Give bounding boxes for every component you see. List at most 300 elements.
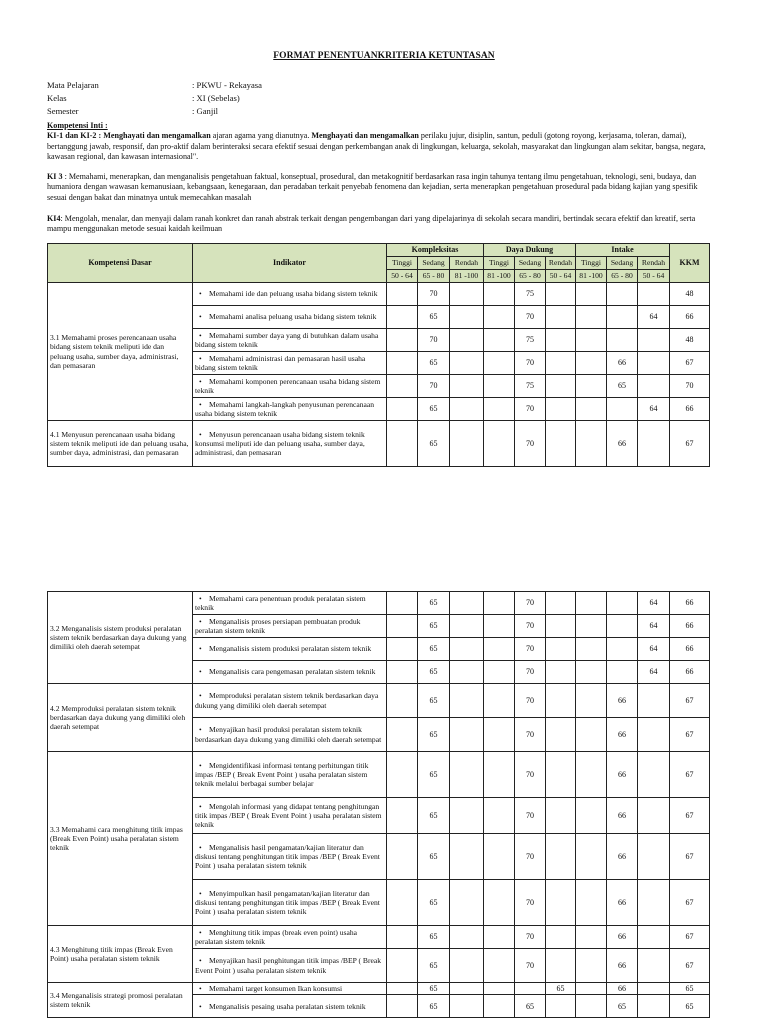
indikator-cell — [193, 661, 387, 684]
score-cell — [607, 283, 638, 306]
score-cell — [576, 592, 607, 615]
score-cell — [484, 983, 515, 995]
kkm-cell: 70 — [670, 375, 710, 398]
score-cell — [387, 949, 418, 983]
bullet-icon: • — [199, 289, 202, 299]
indikator-text: Menganalisis proses persiapan pembuatan produk peralatan sistem teknik — [195, 616, 361, 635]
indikator-text: Mengidentifikasi informasi tentang perhitungan titik impas /BEP ( Break Event Point ) usaha peralatan sistem teknik melalui berbagai sumber belajar — [195, 760, 369, 789]
bullet-icon: • — [199, 984, 202, 993]
kkm-cell: 65 — [670, 995, 710, 1018]
score-cell: 64 — [638, 592, 670, 615]
score-cell — [484, 398, 515, 421]
indikator-text: Menganalisis cara pengemasan peralatan sistem teknik — [209, 667, 376, 677]
indikator-text: Memahami analisa peluang usaha bidang sistem teknik — [209, 312, 377, 322]
meta-value: : Ganjil — [192, 106, 219, 116]
score-cell — [450, 798, 484, 834]
header-range: 50 - 64 — [387, 270, 418, 283]
score-cell — [387, 375, 418, 398]
ki4-paragraph — [47, 214, 713, 235]
score-cell — [546, 375, 576, 398]
score-cell — [450, 283, 484, 306]
score-cell — [638, 926, 670, 949]
kkm-cell: 67 — [670, 834, 710, 880]
score-cell — [387, 995, 418, 1018]
kkm-cell: 67 — [670, 949, 710, 983]
meta-semester — [47, 105, 447, 118]
ki4-label: KI4 — [47, 214, 61, 223]
score-cell: 65 — [418, 592, 450, 615]
score-cell: 64 — [638, 615, 670, 638]
bullet-icon: • — [199, 376, 202, 386]
header-level: Sedang — [418, 257, 450, 270]
kkm-cell: 65 — [670, 983, 710, 995]
score-cell: 65 — [418, 615, 450, 638]
ki3-label: KI 3 — [47, 172, 63, 181]
score-cell: 66 — [607, 752, 638, 798]
score-cell: 65 — [418, 752, 450, 798]
score-cell — [576, 306, 607, 329]
score-cell: 70 — [515, 880, 546, 926]
score-cell — [387, 661, 418, 684]
indikator-text: Memahami komponen perencanaan usaha bidang sistem teknik — [195, 376, 381, 395]
bullet-icon: • — [199, 429, 202, 439]
score-cell — [515, 983, 546, 995]
score-cell — [576, 752, 607, 798]
kkm-cell: 67 — [670, 352, 710, 375]
score-cell — [607, 638, 638, 661]
header-level: Rendah — [638, 257, 670, 270]
score-cell — [450, 718, 484, 752]
indikator-cell — [193, 983, 387, 995]
indikator-cell — [193, 615, 387, 638]
score-cell — [546, 798, 576, 834]
score-cell: 66 — [607, 880, 638, 926]
header-level: Rendah — [546, 257, 576, 270]
bullet-icon: • — [199, 888, 202, 898]
score-cell — [484, 615, 515, 638]
score-cell: 66 — [607, 684, 638, 718]
indikator-cell — [193, 949, 387, 983]
table-row — [48, 421, 710, 467]
indikator-text: Menganalisis pesaing usaha peralatan sistem teknik — [209, 1001, 366, 1011]
header-indikator: Indikator — [193, 244, 387, 283]
score-cell — [387, 592, 418, 615]
meta-mapel — [47, 79, 447, 92]
ki12-lead: KI-1 dan KI-2 : Menghayati dan mengamalkan — [47, 131, 211, 141]
bullet-icon: • — [199, 801, 202, 811]
score-cell: 70 — [515, 834, 546, 880]
meta-kelas — [47, 92, 447, 105]
indikator-text: Memahami target konsumen Ikan konsumsi — [209, 984, 343, 993]
meta-label: Semester — [47, 106, 79, 116]
score-cell — [387, 880, 418, 926]
score-cell: 65 — [418, 880, 450, 926]
score-cell: 66 — [607, 798, 638, 834]
score-cell — [484, 592, 515, 615]
meta-label: Kelas — [47, 93, 67, 103]
score-cell — [484, 329, 515, 352]
score-cell: 66 — [607, 834, 638, 880]
score-cell — [546, 718, 576, 752]
ki12-paragraph — [47, 121, 713, 162]
score-cell — [387, 306, 418, 329]
header-range: 50 - 64 — [638, 270, 670, 283]
header-daya-dukung: Daya Dukung — [484, 244, 576, 257]
score-cell: 75 — [515, 375, 546, 398]
score-cell: 65 — [418, 798, 450, 834]
score-cell: 65 — [418, 834, 450, 880]
indikator-text: Menghitung titik impas (break even point) usaha peralatan sistem teknik — [195, 927, 358, 946]
score-cell: 65 — [607, 375, 638, 398]
score-cell: 65 — [418, 306, 450, 329]
score-cell — [546, 398, 576, 421]
indikator-text: Memahami langkah-langkah penyusunan perencanaan usaha bidang sistem teknik — [195, 399, 375, 418]
table-row — [48, 592, 710, 615]
score-cell — [450, 398, 484, 421]
score-cell — [576, 421, 607, 467]
score-cell: 70 — [515, 949, 546, 983]
kompetensi-dasar-cell: 3.1 Memahami proses perencanaan usaha bidang sistem teknik meliputi ide dan peluang usaha, sumber daya, administrasi, dan pemasaran — [48, 283, 193, 421]
score-cell: 65 — [418, 421, 450, 467]
score-cell — [576, 329, 607, 352]
indikator-cell — [193, 592, 387, 615]
score-cell — [387, 352, 418, 375]
score-cell — [546, 661, 576, 684]
indikator-cell — [193, 638, 387, 661]
score-cell — [387, 329, 418, 352]
header-level: Tinggi — [484, 257, 515, 270]
indikator-text: Menyimpulkan hasil pengamatan/kajian literatur dan diskusi tentang penghitungan titik impas /BEP ( Break Event Point ) usaha peralatan sistem teknik — [195, 888, 380, 917]
bullet-icon: • — [199, 330, 202, 340]
bullet-icon: • — [199, 760, 202, 770]
score-cell: 70 — [515, 718, 546, 752]
score-cell — [576, 615, 607, 638]
score-cell — [546, 684, 576, 718]
kkm-cell: 48 — [670, 329, 710, 352]
indikator-cell — [193, 926, 387, 949]
table-row — [48, 752, 710, 798]
score-cell — [638, 880, 670, 926]
kkm-cell: 67 — [670, 684, 710, 718]
indikator-text: Menganalisis sistem produksi peralatan sistem teknik — [209, 644, 372, 654]
score-cell — [450, 352, 484, 375]
kkm-cell: 66 — [670, 661, 710, 684]
kkm-cell: 66 — [670, 638, 710, 661]
score-cell: 66 — [607, 983, 638, 995]
score-cell — [387, 283, 418, 306]
score-cell — [484, 926, 515, 949]
score-cell — [450, 949, 484, 983]
header-kompetensi-dasar: Kompetensi Dasar — [48, 244, 193, 283]
ki12-rest: perilaku jujur, disiplin, santun, peduli (gotong royong, kerjasama, toleran, damai), bertanggung jawab, responsif, dan pro-aktif dalam berinteraksi secara efektif sesuai dengan perkembangan anak di lingkungan, keluarga, sekolah, masyarakat dan lingkungan alam sekitar, bangsa, negara, kawasan regional, dan kawasan internasional". — [47, 131, 706, 161]
score-cell: 70 — [418, 329, 450, 352]
score-cell — [607, 592, 638, 615]
score-cell — [484, 283, 515, 306]
score-cell — [638, 375, 670, 398]
indikator-text: Memproduksi peralatan sistem teknik berdasarkan daya dukung yang dimiliki oleh daerah setempat — [195, 691, 379, 710]
indikator-text: Menyajikan hasil produksi peralatan sistem teknik berdasarkan daya dukung yang dimiliki oleh daerah setempat — [195, 725, 382, 744]
score-cell — [546, 949, 576, 983]
indikator-cell — [193, 880, 387, 926]
score-cell — [450, 615, 484, 638]
score-cell — [387, 684, 418, 718]
score-cell — [546, 926, 576, 949]
kkm-cell: 48 — [670, 283, 710, 306]
kkm-cell: 66 — [670, 306, 710, 329]
score-cell — [484, 375, 515, 398]
score-cell — [607, 306, 638, 329]
score-cell — [450, 983, 484, 995]
kompetensi-dasar-cell: 3.4 Menganalisis strategi promosi peralatan sistem teknik — [48, 983, 193, 1018]
score-cell — [387, 752, 418, 798]
score-cell — [638, 949, 670, 983]
score-cell: 70 — [515, 592, 546, 615]
kkm-cell: 67 — [670, 798, 710, 834]
score-cell — [450, 329, 484, 352]
score-cell — [546, 421, 576, 467]
bullet-icon: • — [199, 927, 202, 937]
score-cell — [546, 352, 576, 375]
ki3-text: : Memahami, menerapkan, dan menganalisis pengetahuan faktual, konseptual, prosedural, dan metakognitif berdasarkan rasa ingin tahunya tentang ilmu pengetahuan, teknologi, seni, budaya, dan humaniora dengan wawasan kemanusiaan, kebangsaan, kenegaraan, dan peradaban terkait penyebab fenomena dan kejadian, serta menerapkan pengetahuan prosedural pada bidang kajian yang spesifik sesuai dengan bakat dan minatnya untuk memecahkan masalah — [47, 172, 698, 202]
header-range: 81 -100 — [450, 270, 484, 283]
score-cell: 70 — [515, 926, 546, 949]
score-cell: 65 — [418, 684, 450, 718]
score-cell — [576, 352, 607, 375]
score-cell: 66 — [607, 926, 638, 949]
score-cell: 66 — [607, 421, 638, 467]
indikator-text: Menganalisis hasil pengamatan/kajian literatur dan diskusi tentang penghitungan titik impas /BEP ( Break Event Point ) usaha peralatan sistem teknik — [195, 842, 380, 871]
score-cell — [484, 949, 515, 983]
header-range: 50 - 64 — [546, 270, 576, 283]
score-cell — [638, 798, 670, 834]
score-cell: 70 — [515, 752, 546, 798]
kompetensi-dasar-cell: 4.2 Memproduksi peralatan sistem teknik berdasarkan daya dukung yang dimiliki oleh daerah setempat — [48, 684, 193, 752]
bullet-icon: • — [199, 956, 202, 966]
indikator-cell — [193, 718, 387, 752]
score-cell — [576, 375, 607, 398]
score-cell — [576, 926, 607, 949]
score-cell: 64 — [638, 638, 670, 661]
score-cell — [484, 834, 515, 880]
indikator-cell — [193, 995, 387, 1018]
score-cell — [576, 283, 607, 306]
score-cell: 65 — [546, 983, 576, 995]
table-row — [48, 926, 710, 949]
indikator-cell — [193, 684, 387, 718]
score-cell — [484, 638, 515, 661]
bullet-icon: • — [199, 842, 202, 852]
ki4-text: : Mengolah, menalar, dan menyaji dalam ranah konkret dan ranah abstrak terkait dengan pengembangan dari yang dipelajarinya di sekolah secara mandiri, bertindak secara efektif dan kreatif, serta mampu menggunakan metode sesuai kaidah keilmuan — [47, 214, 696, 234]
score-cell — [484, 684, 515, 718]
bullet-icon: • — [199, 644, 202, 654]
score-cell: 64 — [638, 661, 670, 684]
score-cell — [607, 661, 638, 684]
score-cell: 65 — [418, 638, 450, 661]
indikator-text: Mengolah informasi yang didapat tentang penghitungan titik impas /BEP ( Break Event Point ) usaha peralatan sistem teknik — [195, 801, 382, 830]
score-cell — [450, 661, 484, 684]
score-cell: 70 — [515, 615, 546, 638]
indikator-cell — [193, 421, 387, 467]
score-cell: 65 — [418, 718, 450, 752]
ki-heading: Kompetensi Inti : — [47, 121, 108, 130]
score-cell — [484, 798, 515, 834]
score-cell — [387, 615, 418, 638]
bullet-icon: • — [199, 399, 202, 409]
score-cell — [576, 661, 607, 684]
score-cell — [638, 421, 670, 467]
score-cell — [576, 398, 607, 421]
score-cell: 65 — [418, 398, 450, 421]
table-row — [48, 983, 710, 995]
score-cell — [638, 352, 670, 375]
score-cell — [450, 752, 484, 798]
kompetensi-dasar-cell: 3.2 Menganalisis sistem produksi peralatan sistem teknik berdasarkan daya dukung yang dimiliki oleh daerah setempat — [48, 592, 193, 684]
score-cell — [450, 684, 484, 718]
score-cell — [450, 995, 484, 1018]
score-cell: 70 — [515, 398, 546, 421]
indikator-text: Memahami administrasi dan pemasaran hasil usaha bidang sistem teknik — [195, 353, 366, 372]
bullet-icon: • — [199, 691, 202, 701]
indikator-cell — [193, 329, 387, 352]
score-cell: 70 — [515, 306, 546, 329]
indikator-cell — [193, 398, 387, 421]
header-range: 81 -100 — [576, 270, 607, 283]
score-cell — [607, 615, 638, 638]
score-cell — [387, 638, 418, 661]
score-cell: 65 — [418, 926, 450, 949]
ki12-mid: ajaran agama yang dianutnya. — [210, 131, 312, 141]
score-cell — [546, 752, 576, 798]
bullet-icon: • — [199, 667, 202, 677]
score-cell: 70 — [515, 352, 546, 375]
kkm-cell: 66 — [670, 398, 710, 421]
indikator-cell — [193, 352, 387, 375]
score-cell: 75 — [515, 329, 546, 352]
score-cell: 65 — [418, 995, 450, 1018]
score-cell — [450, 592, 484, 615]
bullet-icon: • — [199, 312, 202, 322]
header-level: Sedang — [607, 257, 638, 270]
score-cell — [546, 306, 576, 329]
indikator-text: Menyusun perencanaan usaha bidang sistem teknik konsumsi meliputi ide dan peluang usaha, sumber daya, administrasi, dan pemasaran — [195, 429, 365, 458]
kkm-cell: 67 — [670, 926, 710, 949]
indikator-cell — [193, 834, 387, 880]
indikator-text: Memahami ide dan peluang usaha bidang sistem teknik — [209, 289, 378, 299]
score-cell — [638, 995, 670, 1018]
meta-label: Mata Pelajaran — [47, 80, 99, 90]
header-level: Sedang — [515, 257, 546, 270]
header-level: Rendah — [450, 257, 484, 270]
score-cell — [638, 684, 670, 718]
score-cell — [546, 638, 576, 661]
score-cell — [484, 306, 515, 329]
meta-value: : PKWU - Rekayasa — [192, 80, 262, 90]
score-cell — [387, 421, 418, 467]
score-cell: 65 — [607, 995, 638, 1018]
score-cell: 65 — [418, 949, 450, 983]
score-cell: 70 — [515, 421, 546, 467]
indikator-cell — [193, 375, 387, 398]
score-cell — [484, 718, 515, 752]
score-cell: 70 — [515, 684, 546, 718]
indikator-text: Menyajikan hasil penghitungan titik impas /BEP ( Break Event Point ) usaha peralatan sistem teknik — [195, 956, 382, 975]
score-cell — [484, 421, 515, 467]
score-cell: 70 — [515, 661, 546, 684]
bullet-icon: • — [199, 1001, 202, 1011]
score-cell — [546, 329, 576, 352]
score-cell — [576, 995, 607, 1018]
kkm-cell: 67 — [670, 880, 710, 926]
score-cell — [546, 834, 576, 880]
document-title: FORMAT PENENTUANKRITERIA KETUNTASAN — [273, 51, 495, 61]
score-cell — [387, 834, 418, 880]
score-cell — [607, 398, 638, 421]
header-range: 81 -100 — [484, 270, 515, 283]
score-cell — [576, 880, 607, 926]
score-cell: 70 — [515, 638, 546, 661]
score-cell — [484, 880, 515, 926]
score-cell — [387, 398, 418, 421]
score-cell — [546, 995, 576, 1018]
score-cell — [546, 615, 576, 638]
kkm-table-1 — [47, 243, 710, 467]
score-cell — [387, 926, 418, 949]
score-cell — [484, 661, 515, 684]
score-cell: 65 — [515, 995, 546, 1018]
score-cell — [607, 329, 638, 352]
score-cell — [576, 638, 607, 661]
score-cell: 66 — [607, 352, 638, 375]
kompetensi-dasar-cell: 3.3 Memahami cara menghitung titik impas (Break Even Point) usaha peralatan sistem teknik — [48, 752, 193, 926]
table-row — [48, 684, 710, 718]
score-cell: 64 — [638, 306, 670, 329]
score-cell: 70 — [418, 375, 450, 398]
header-range: 65 - 80 — [515, 270, 546, 283]
header-kkm: KKM — [670, 244, 710, 283]
kkm-cell: 67 — [670, 718, 710, 752]
kkm-cell: 67 — [670, 421, 710, 467]
score-cell — [450, 834, 484, 880]
bullet-icon: • — [199, 353, 202, 363]
indikator-cell — [193, 306, 387, 329]
score-cell: 66 — [607, 949, 638, 983]
kompetensi-dasar-cell: 4.3 Menghitung titik impas (Break Even Point) usaha peralatan sistem teknik — [48, 926, 193, 983]
score-cell — [638, 329, 670, 352]
kkm-table-2 — [47, 591, 710, 1018]
ki3-paragraph — [47, 172, 713, 203]
score-cell: 66 — [607, 718, 638, 752]
score-cell — [638, 752, 670, 798]
score-cell — [450, 375, 484, 398]
meta-value: : XI (Sebelas) — [192, 93, 240, 103]
indikator-cell — [193, 752, 387, 798]
score-cell — [484, 995, 515, 1018]
kompetensi-dasar-cell: 4.1 Menyusun perencanaan usaha bidang sistem teknik meliputi ide dan peluang usaha, sumber daya, administrasi, dan pemasaran — [48, 421, 193, 467]
table-row — [48, 283, 710, 306]
score-cell: 64 — [638, 398, 670, 421]
score-cell — [576, 834, 607, 880]
score-cell — [638, 983, 670, 995]
bullet-icon: • — [199, 725, 202, 735]
score-cell — [546, 283, 576, 306]
score-cell — [576, 983, 607, 995]
header-range: 65 - 80 — [607, 270, 638, 283]
score-cell — [576, 718, 607, 752]
score-cell: 65 — [418, 352, 450, 375]
score-cell: 65 — [418, 661, 450, 684]
score-cell — [576, 684, 607, 718]
score-cell — [638, 718, 670, 752]
